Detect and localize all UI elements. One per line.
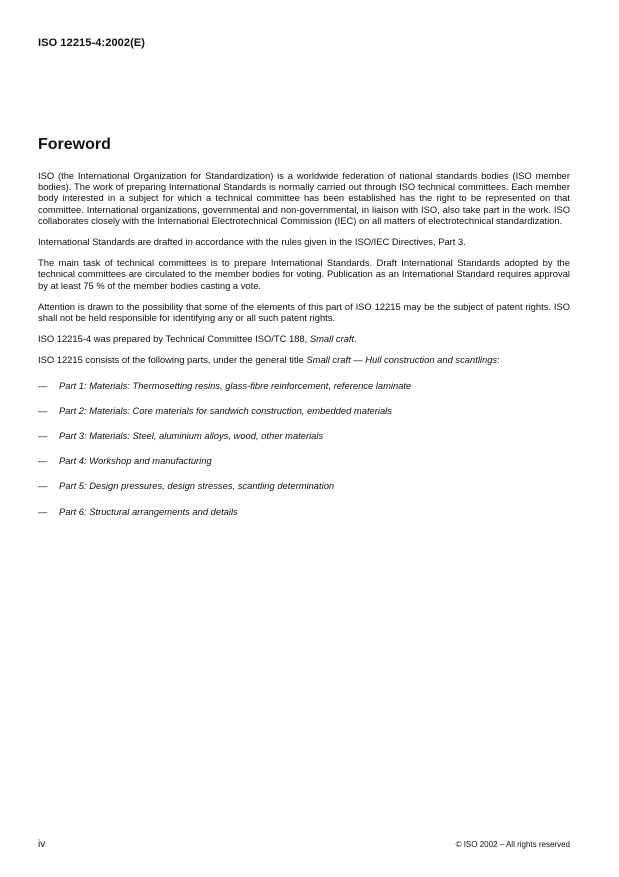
part-label: Part 6: Structural arrangements and details (59, 505, 238, 517)
list-dash: — (38, 404, 48, 416)
prepared-by-end: . (354, 333, 357, 345)
list-item (38, 430, 570, 441)
list-dash: — (38, 430, 48, 442)
committee-title: Small craft (309, 333, 355, 345)
copyright-notice: © ISO 2002 – All rights reserved (455, 840, 570, 849)
page-title: Foreword (38, 136, 111, 153)
list-dash: — (38, 505, 48, 517)
paragraph-patent-rights: Attention is drawn to the possibility that some of the elements of this part of ISO 12215 may be the subject of patent rights. ISO shall not be held responsible for identifying any or all such patent rights. (38, 300, 570, 324)
part-label: Part 2: Materials: Core materials for sandwich construction, embedded materials (59, 404, 392, 416)
foreword-body (38, 170, 570, 531)
part-label: Part 1: Materials: Thermosetting resins, glass-fibre reinforcement, reference laminate (59, 379, 412, 391)
paragraph-iso-overview: ISO (the International Organization for Standardization) is a worldwide federation of national standards bodies (ISO member bodies). The work of preparing International Standards is normally carried out through ISO technical committees. Each member body interested in a subject for which a technical committee has been established has the right to be represented on that committee. International organizations, governmental and non-governmental, in liaison with ISO, also take part in the work. ISO collaborates closely with the International Electrotechnical Commission (IEC) on all matters of electrotechnical standardization. (38, 170, 570, 226)
document-id-header: ISO 12215-4:2002(E) (38, 37, 146, 49)
prepared-by-text: ISO 12215-4 was prepared by Technical Committee ISO/TC 188, (38, 333, 310, 345)
paragraph-series-intro (38, 354, 570, 365)
list-item (38, 506, 570, 517)
list-dash: — (38, 480, 48, 492)
part-label: Part 4: Workshop and manufacturing (59, 455, 212, 467)
list-item (38, 480, 570, 491)
list-item (38, 405, 570, 416)
part-label: Part 5: Design pressures, design stresses, scantling determination (59, 480, 335, 492)
parts-list (38, 380, 570, 517)
list-item (38, 380, 570, 391)
paragraph-prepared-by (38, 333, 570, 344)
series-intro-text: ISO 12215 consists of the following parts, under the general title (38, 354, 307, 366)
list-dash: — (38, 455, 48, 467)
paragraph-technical-committees: The main task of technical committees is to prepare International Standards. Draft International Standards adopted by the technical committees are circulated to the member bodies for voting. Publication as an International Standard requires approval by at least 75 % of the member bodies casting a vote. (38, 257, 570, 291)
series-general-title: Small craft — Hull construction and scantlings (306, 354, 498, 366)
list-dash: — (38, 379, 48, 391)
paragraph-drafting-rules: International Standards are drafted in accordance with the rules given in the ISO/IEC Directives, Part 3. (38, 236, 466, 248)
page-number: iv (38, 839, 46, 850)
list-item (38, 455, 570, 466)
series-intro-end: : (497, 354, 500, 366)
part-label: Part 3: Materials: Steel, aluminium alloys, wood, other materials (59, 430, 324, 442)
